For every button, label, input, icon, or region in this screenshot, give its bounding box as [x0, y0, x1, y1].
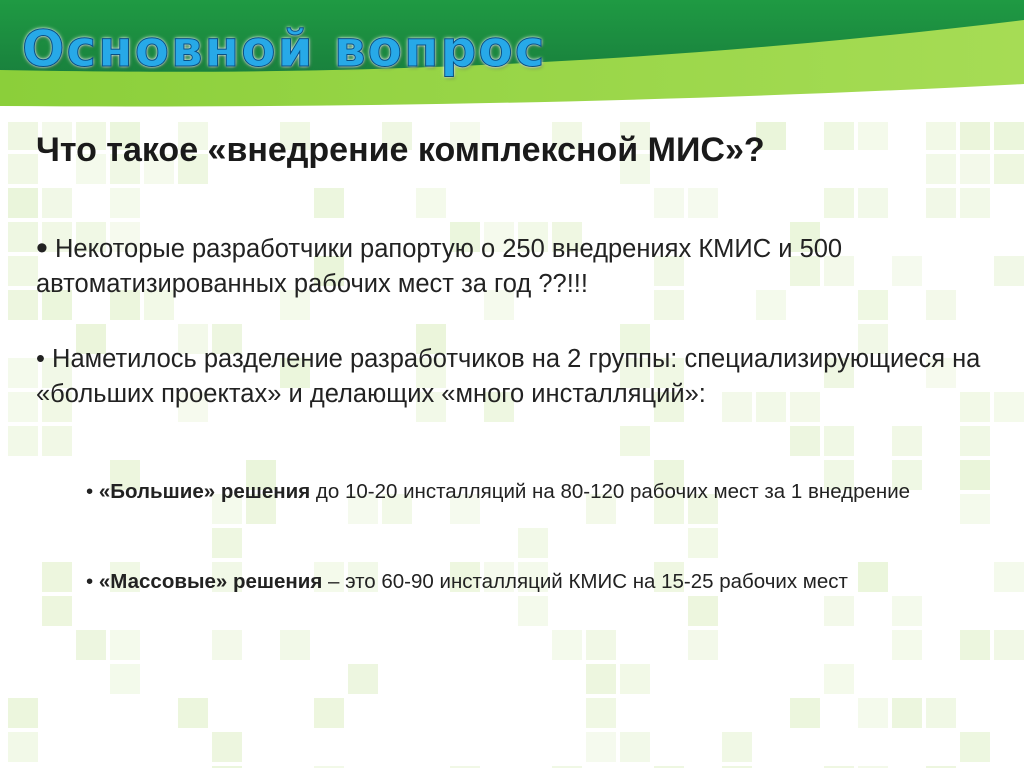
sub-item-bold-label: «Большие» решения — [98, 480, 311, 503]
slide-title: Основной вопрос — [22, 20, 547, 78]
background-square — [994, 154, 1024, 184]
background-square — [926, 154, 956, 184]
background-square — [858, 698, 888, 728]
background-square — [688, 630, 718, 660]
paragraph-text: Некоторые разработчики рапортую о 250 внедрениях КМИС и 500 автоматизированных рабочих мест за год ??!!! — [36, 235, 843, 298]
background-square — [960, 188, 990, 218]
background-square — [42, 426, 72, 456]
paragraph-text: Наметилось разделение разработчиков на 2 группы: специализирующиеся на «больших проектах» и делающих «много инсталляций»: — [36, 345, 981, 408]
background-square — [892, 630, 922, 660]
background-square — [212, 528, 242, 558]
background-square — [824, 664, 854, 694]
background-square — [994, 120, 1024, 150]
background-square — [688, 188, 718, 218]
background-square — [994, 562, 1024, 592]
background-square — [8, 222, 38, 252]
background-square — [586, 664, 616, 694]
background-square — [790, 698, 820, 728]
background-square — [858, 120, 888, 150]
sub-item-bold-label: «Массовые» решения — [98, 570, 323, 593]
background-square — [824, 188, 854, 218]
background-square — [8, 426, 38, 456]
background-square — [688, 596, 718, 626]
background-square — [518, 596, 548, 626]
background-square — [858, 188, 888, 218]
background-square — [314, 698, 344, 728]
background-square — [892, 698, 922, 728]
background-square — [586, 630, 616, 660]
background-square — [42, 188, 72, 218]
background-square — [8, 392, 38, 422]
background-square — [212, 732, 242, 762]
background-square — [960, 732, 990, 762]
main-question-heading: Что такое «внедрение комплексной МИС»? — [36, 131, 765, 169]
background-square — [994, 630, 1024, 660]
background-square — [654, 188, 684, 218]
background-square — [790, 426, 820, 456]
background-square — [722, 732, 752, 762]
background-square — [994, 256, 1024, 286]
background-square — [212, 630, 242, 660]
background-square — [348, 664, 378, 694]
background-square — [892, 596, 922, 626]
background-square — [824, 120, 854, 150]
background-square — [8, 154, 38, 184]
background-square — [416, 188, 446, 218]
background-square — [8, 698, 38, 728]
background-square — [960, 630, 990, 660]
bullet: • — [86, 480, 94, 503]
background-square — [926, 188, 956, 218]
background-square — [42, 562, 72, 592]
paragraph-developer-groups — [36, 342, 986, 412]
background-square — [8, 120, 38, 150]
background-square — [518, 528, 548, 558]
background-square — [620, 426, 650, 456]
background-square — [280, 630, 310, 660]
background-square — [960, 426, 990, 456]
background-square — [110, 630, 140, 660]
background-square — [620, 732, 650, 762]
background-square — [994, 392, 1024, 422]
background-square — [926, 698, 956, 728]
background-square — [76, 630, 106, 660]
background-square — [8, 732, 38, 762]
background-square — [314, 188, 344, 218]
background-square — [110, 188, 140, 218]
background-square — [8, 188, 38, 218]
background-square — [42, 596, 72, 626]
background-square — [926, 120, 956, 150]
background-square — [688, 528, 718, 558]
bullet: • — [36, 345, 45, 373]
background-square — [824, 426, 854, 456]
sub-item-text: – это 60-90 инсталляций КМИС на 15-25 рабочих мест — [322, 570, 848, 593]
bullet: • — [86, 570, 94, 593]
background-square — [824, 596, 854, 626]
background-square — [110, 664, 140, 694]
background-square — [178, 698, 208, 728]
background-square-pattern — [8, 120, 1024, 768]
sub-item-text: до 10-20 инсталляций на 80-120 рабочих мест за 1 внедрение — [310, 480, 911, 503]
sub-item-mass-solutions — [86, 566, 976, 597]
background-square — [552, 630, 582, 660]
background-square — [960, 120, 990, 150]
background-square — [8, 358, 38, 388]
background-square — [586, 698, 616, 728]
sub-item-large-solutions — [86, 476, 976, 507]
background-square — [8, 256, 38, 286]
background-square — [620, 664, 650, 694]
background-square — [586, 732, 616, 762]
bullet: • — [36, 229, 48, 267]
paragraph-developers-reports — [36, 229, 976, 302]
background-square — [8, 290, 38, 320]
background-square — [960, 154, 990, 184]
background-square — [892, 426, 922, 456]
